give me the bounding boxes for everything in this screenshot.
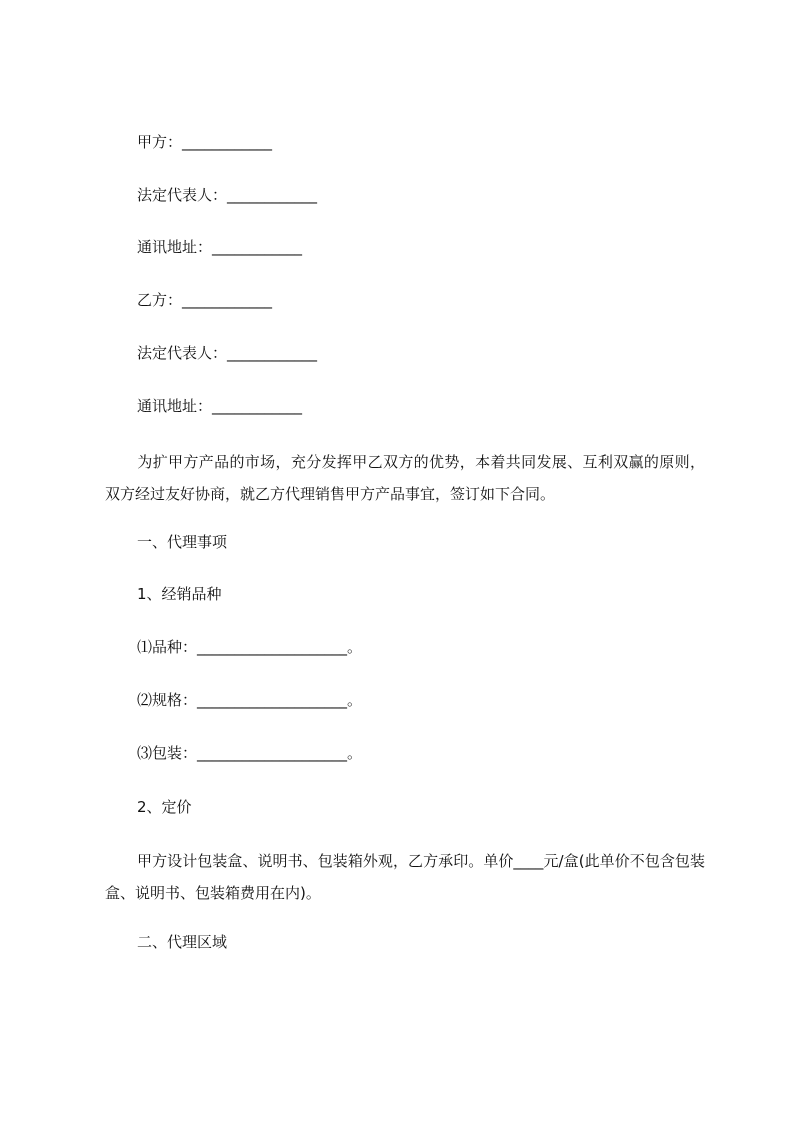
variety-field: ⑴品种：____________________。 [137, 638, 363, 656]
item-heading-pricing: 2、定价 [137, 798, 192, 816]
party-a-representative-field: 法定代表人：____________ [137, 186, 318, 204]
intro-text: 为扩甲方产品的市场，充分发挥甲乙双方的优势，本着共同发展、互利双赢的原则，双方经过友好协商，就乙方代理销售甲方产品事宜，签订如下合同。 [105, 453, 705, 503]
party-b-field: 乙方：____________ [137, 291, 273, 309]
specification-field: ⑵规格：____________________。 [137, 691, 363, 709]
section-heading-agency-matters: 一、代理事项 [137, 533, 228, 551]
pricing-text: 甲方设计包装盒、说明书、包装箱外观，乙方承印。单价____元/盒(此单价不包含包装盒、说明书、包装箱费用在内)。 [105, 852, 705, 902]
packaging-field: ⑶包装：____________________。 [137, 744, 363, 762]
item-heading-product-varieties: 1、经销品种 [137, 585, 222, 603]
party-b-representative-field: 法定代表人：____________ [137, 344, 318, 362]
intro-paragraph [105, 446, 705, 510]
section-heading-agency-area: 二、代理区域 [137, 933, 228, 951]
pricing-paragraph [105, 845, 705, 909]
party-a-address-field: 通讯地址：____________ [137, 238, 303, 256]
party-b-address-field: 通讯地址：____________ [137, 397, 303, 415]
party-a-field: 甲方：____________ [137, 133, 273, 151]
